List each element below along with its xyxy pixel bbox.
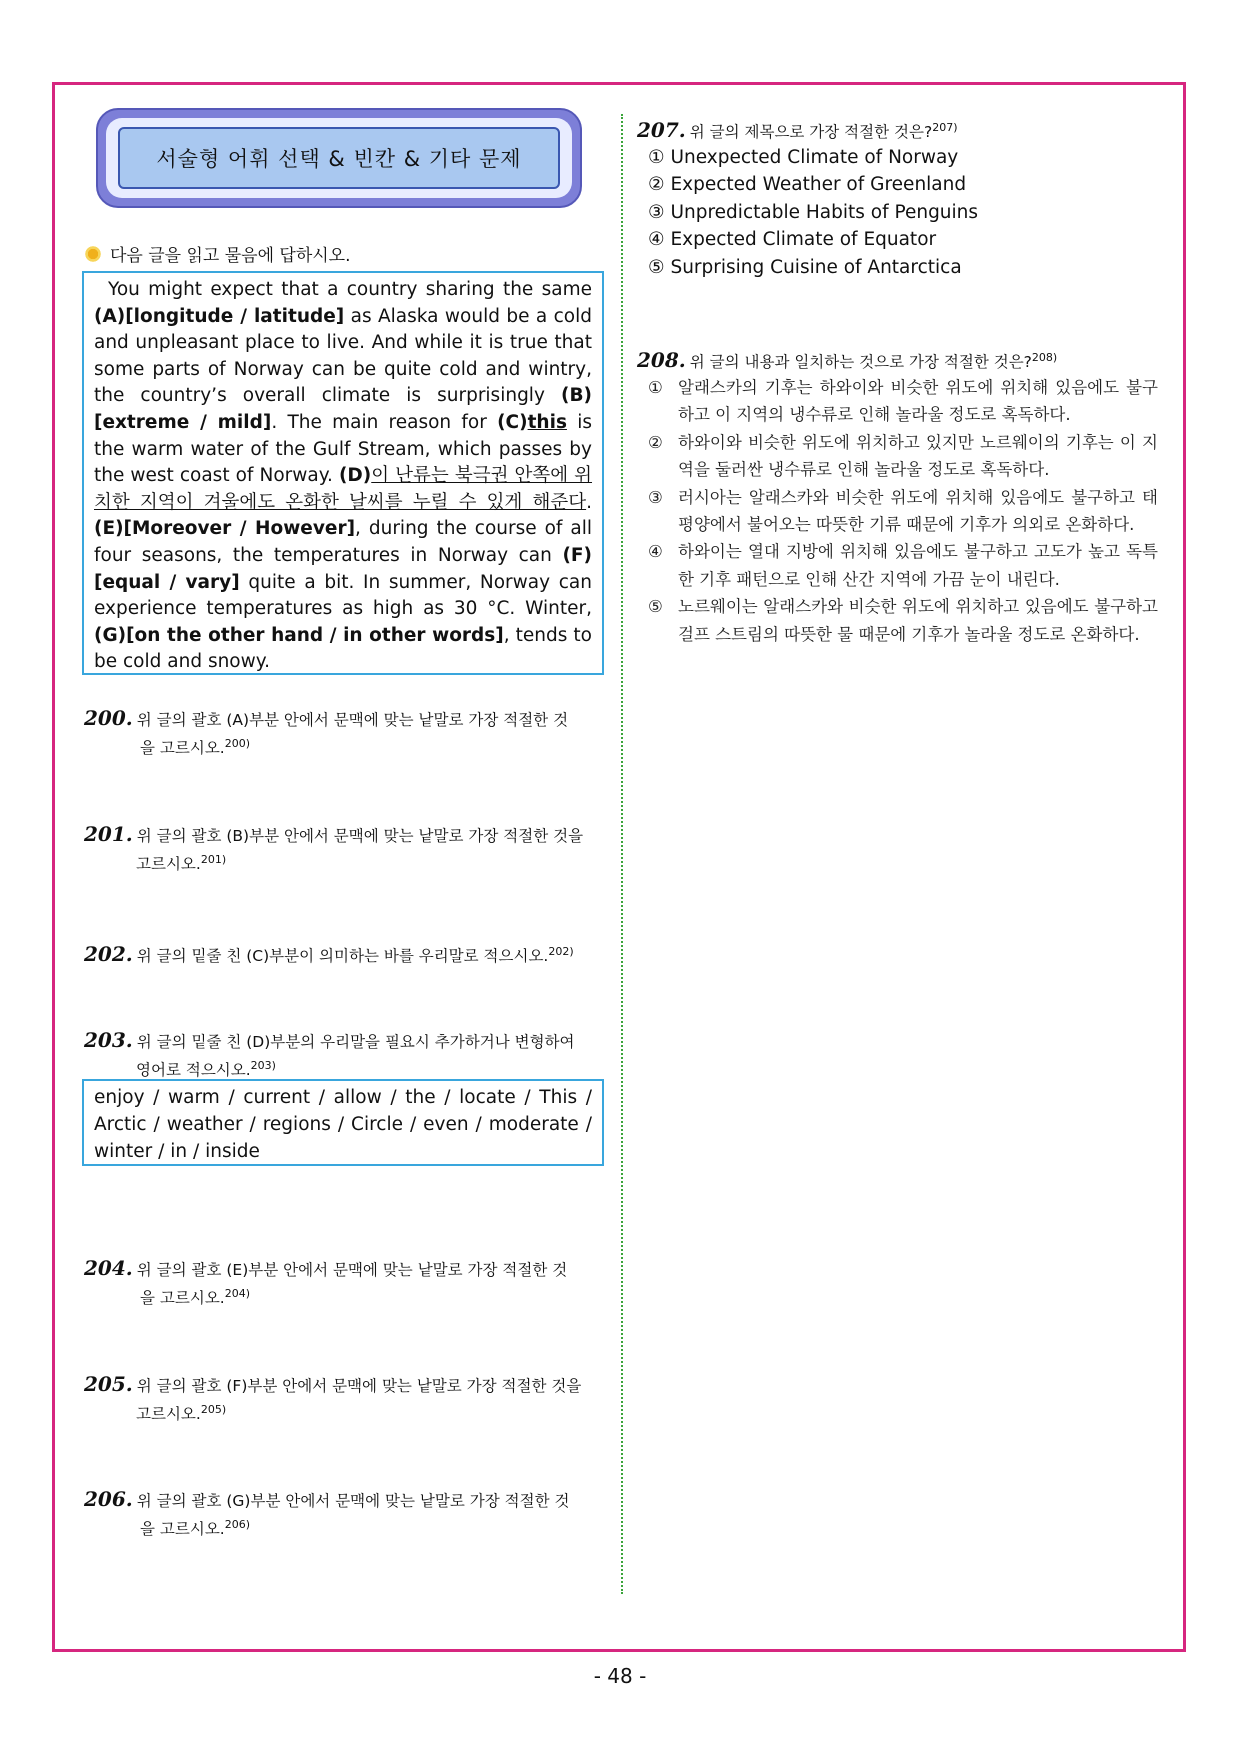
q207-option-1[interactable]: ① Unexpected Climate of Norway [648, 147, 959, 168]
q208-option-5[interactable]: ⑤ 노르웨이는 알래스카와 비슷한 위도에 위치하고 있음에도 불구하고 걸프 스트림의 따뜻한 물 때문에 기후가 놀라울 정도로 온화하다. [648, 597, 1158, 644]
label-d: (D) [338, 465, 372, 487]
passage-text: You might expect that a country sharing the same (A)[longitude / latitude] as Alaska would be a cold and unpleasant place to live. And while it is true that some parts of Norway can be quite cold and wintry, the country’s overall climate is surprisingly (B)[extreme / mild]. The main reason for (C)this is the warm water of the Gulf Stream, which passes by the west coast of Norway. (D)이 난류는 북극권 안쪽에 위치한 지역이 겨울에도 온화한 날씨를 누릴 수 있게 해준다. (E)[Moreover / However], during the course of all four seasons, the temperatures in Norway can (F)[equal / vary] quite a bit. In summer, Norway can experience temperatures as high as 30 °C. Winter, (G)[on the other hand / in other words], tends to be cold and snowy. [94, 279, 593, 673]
q208-option-2[interactable]: ② 하와이와 비슷한 위도에 위치하고 있지만 노르웨이의 기후는 이 지역을 둘러싼 냉수류로 인해 놀라울 정도로 혹독하다. [648, 432, 1158, 480]
question-201: 201. 위 글의 괄호 (B)부분 안에서 문맥에 맞는 낱말로 가장 적절한 것을 고르시오.$^{201)}$ [84, 822, 584, 874]
q207-option-4[interactable]: ④ Expected Climate of Equator [648, 229, 937, 251]
word-bank: enjoy / warm / current / allow / the / locate / This / Arctic / weather / regions / Circle / even / moderate / winter / in / inside [82, 1079, 604, 1166]
q208-option-4[interactable]: ④ 하와이는 열대 지방에 위치해 있음에도 불구하고 고도가 높고 독특한 기후 패턴으로 인해 산간 지역에 가끔 눈이 내린다. [648, 542, 1158, 589]
q208-options [648, 374, 1158, 648]
q207-option-5[interactable]: ⑤ Surprising Cuisine of Antarctica [648, 256, 962, 278]
question-200: 200. 위 글의 괄호 (A)부분 안에서 문맥에 맞는 낱말로 가장 적절한 것 을 고르시오.$^{200)}$ [84, 706, 569, 758]
column-divider [621, 114, 623, 1594]
question-205: 205. 위 글의 괄호 (F)부분 안에서 문맥에 맞는 낱말로 가장 적절한 것을 고르시오.$^{205)}$ [84, 1372, 582, 1424]
question-206: 206. 위 글의 괄호 (G)부분 안에서 문맥에 맞는 낱말로 가장 적절한 것 을 고르시오.$^{206)}$ [84, 1487, 570, 1539]
choice-a[interactable]: (A)[longitude / latitude] [94, 305, 345, 327]
instruction-text: 다음 글을 읽고 물음에 답하시오. [110, 246, 351, 266]
question-204: 204. 위 글의 괄호 (E)부분 안에서 문맥에 맞는 낱말로 가장 적절한 것 을 고르시오.$^{204)}$ [84, 1256, 568, 1308]
q207-option-2[interactable]: ② Expected Weather of Greenland [648, 174, 967, 196]
choice-g[interactable]: (G)[on the other hand / in other words] [94, 624, 504, 646]
underlined-c: this [527, 411, 567, 433]
choice-e[interactable]: (E)[Moreover / However] [94, 518, 356, 540]
reading-passage [82, 271, 604, 675]
section-banner [96, 108, 582, 208]
choice-b[interactable]: (B)[extreme / mild] [94, 385, 592, 433]
question-202: 202. 위 글의 밑줄 친 (C)부분이 의미하는 바를 우리말로 적으시오.$^{202)}$ [84, 942, 574, 967]
question-207: 207. 위 글의 제목으로 가장 적절한 것은?$^{207)}$ [637, 118, 958, 143]
q207-options [648, 144, 978, 281]
page-number: - 48 - [593, 1664, 647, 1688]
label-c: (C) [497, 411, 528, 433]
banner-title: 서술형 어휘 선택 & 빈칸 & 기타 문제 [118, 127, 560, 189]
flower-icon [84, 245, 102, 263]
question-208: 208. 위 글의 내용과 일치하는 것으로 가장 적절한 것은?$^{208)}$ [637, 348, 1058, 373]
q208-option-3[interactable]: ③ 러시아는 알래스카와 비슷한 위도에 위치해 있음에도 불구하고 태평양에서 불어오는 따뜻한 기류 때문에 기후가 의외로 온화하다. [648, 487, 1158, 535]
underlined-d: 이 난류는 북극권 안쪽에 위치한 지역이 겨울에도 온화한 날씨를 누릴 수 있게 해준다 [94, 465, 593, 513]
question-203: 203. 위 글의 밑줄 친 (D)부분의 우리말을 필요시 추가하거나 변형하여 영어로 적으시오.$^{203)}$ [84, 1028, 575, 1080]
q207-option-3[interactable]: ③ Unpredictable Habits of Penguins [648, 201, 979, 223]
q208-option-1[interactable]: ① 알래스카의 기후는 하와이와 비슷한 위도에 위치해 있음에도 불구하고 이 지역의 냉수류로 인해 놀라울 정도로 혹독하다. [648, 378, 1158, 425]
instruction [84, 241, 351, 266]
choice-f[interactable]: (F)[equal / vary] [94, 544, 592, 593]
